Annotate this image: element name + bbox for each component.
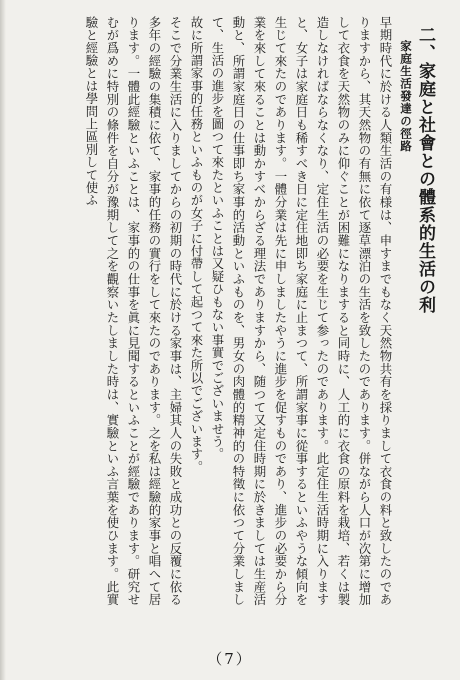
paragraph: そこで分業生活に入りましてからの初期の時代に於ける家事は、主婦其人の失敗と成功との反覆に依る多年の經驗の集積に依て、家事的任務の實行をして來たのであります。之を私は經驗的家事と唱へて居ります。一體此經驗といふことは、家事的の仕事を眞に見聞するといふことが經驗であります。研究せむが爲めに特別の條件を自分が豫期して之を觀察いたしました時は、實驗といふ言葉を使ひます。此實驗と經驗とは學問上區別して使ふ — [84, 16, 183, 606]
section-heading: 二、家庭と社會との體系的生活の利 — [415, 26, 435, 314]
page-binding-shadow — [0, 0, 6, 680]
paragraph: 早期時代に於ける人類生活の有様は、申すまでもなく天然物共有を採りまして衣食の料と致したのでありますから、其天然物の有無に依て逐草漂泊の生活を致したのであります。併ながら人口が次第に增加して衣食を天然物のみに仰ぐことが困難になりますると同時に、人工的に衣食の原料を栽培、若くは製造しなければならなくなり、定住生活の必要を生じて参ったのであります。此定住生活時期に入りますと、女子は家庭日も稀すべき日に定住地即ち家庭に止まつて、所謂家事に從事するといふやうな傾向を生じて來たのであります。一體分業は先に申しましたやうに進步を促すものであり、進步の必要から分業を來して來ることは動かすべからざる理法でありますから、随つて又定住時期に於きましては生産活動と、所謂家庭日の仕事即ち家事的活動といふものを、男女の肉體的精神的の特徵に依つて分業しまして、生活の進步を圖つて來たといふことは又疑ひもない事實でございませう。 — [210, 16, 393, 606]
body-text — [18, 16, 396, 606]
paragraph: 故に所謂家事的任務といふものが女子に付帶して起つて來た所以でございます。 — [189, 16, 204, 474]
page-number — [0, 648, 460, 669]
page-number-label: （7） — [207, 650, 253, 668]
section-subheading: 家庭生活發達の徑路 — [399, 40, 413, 153]
